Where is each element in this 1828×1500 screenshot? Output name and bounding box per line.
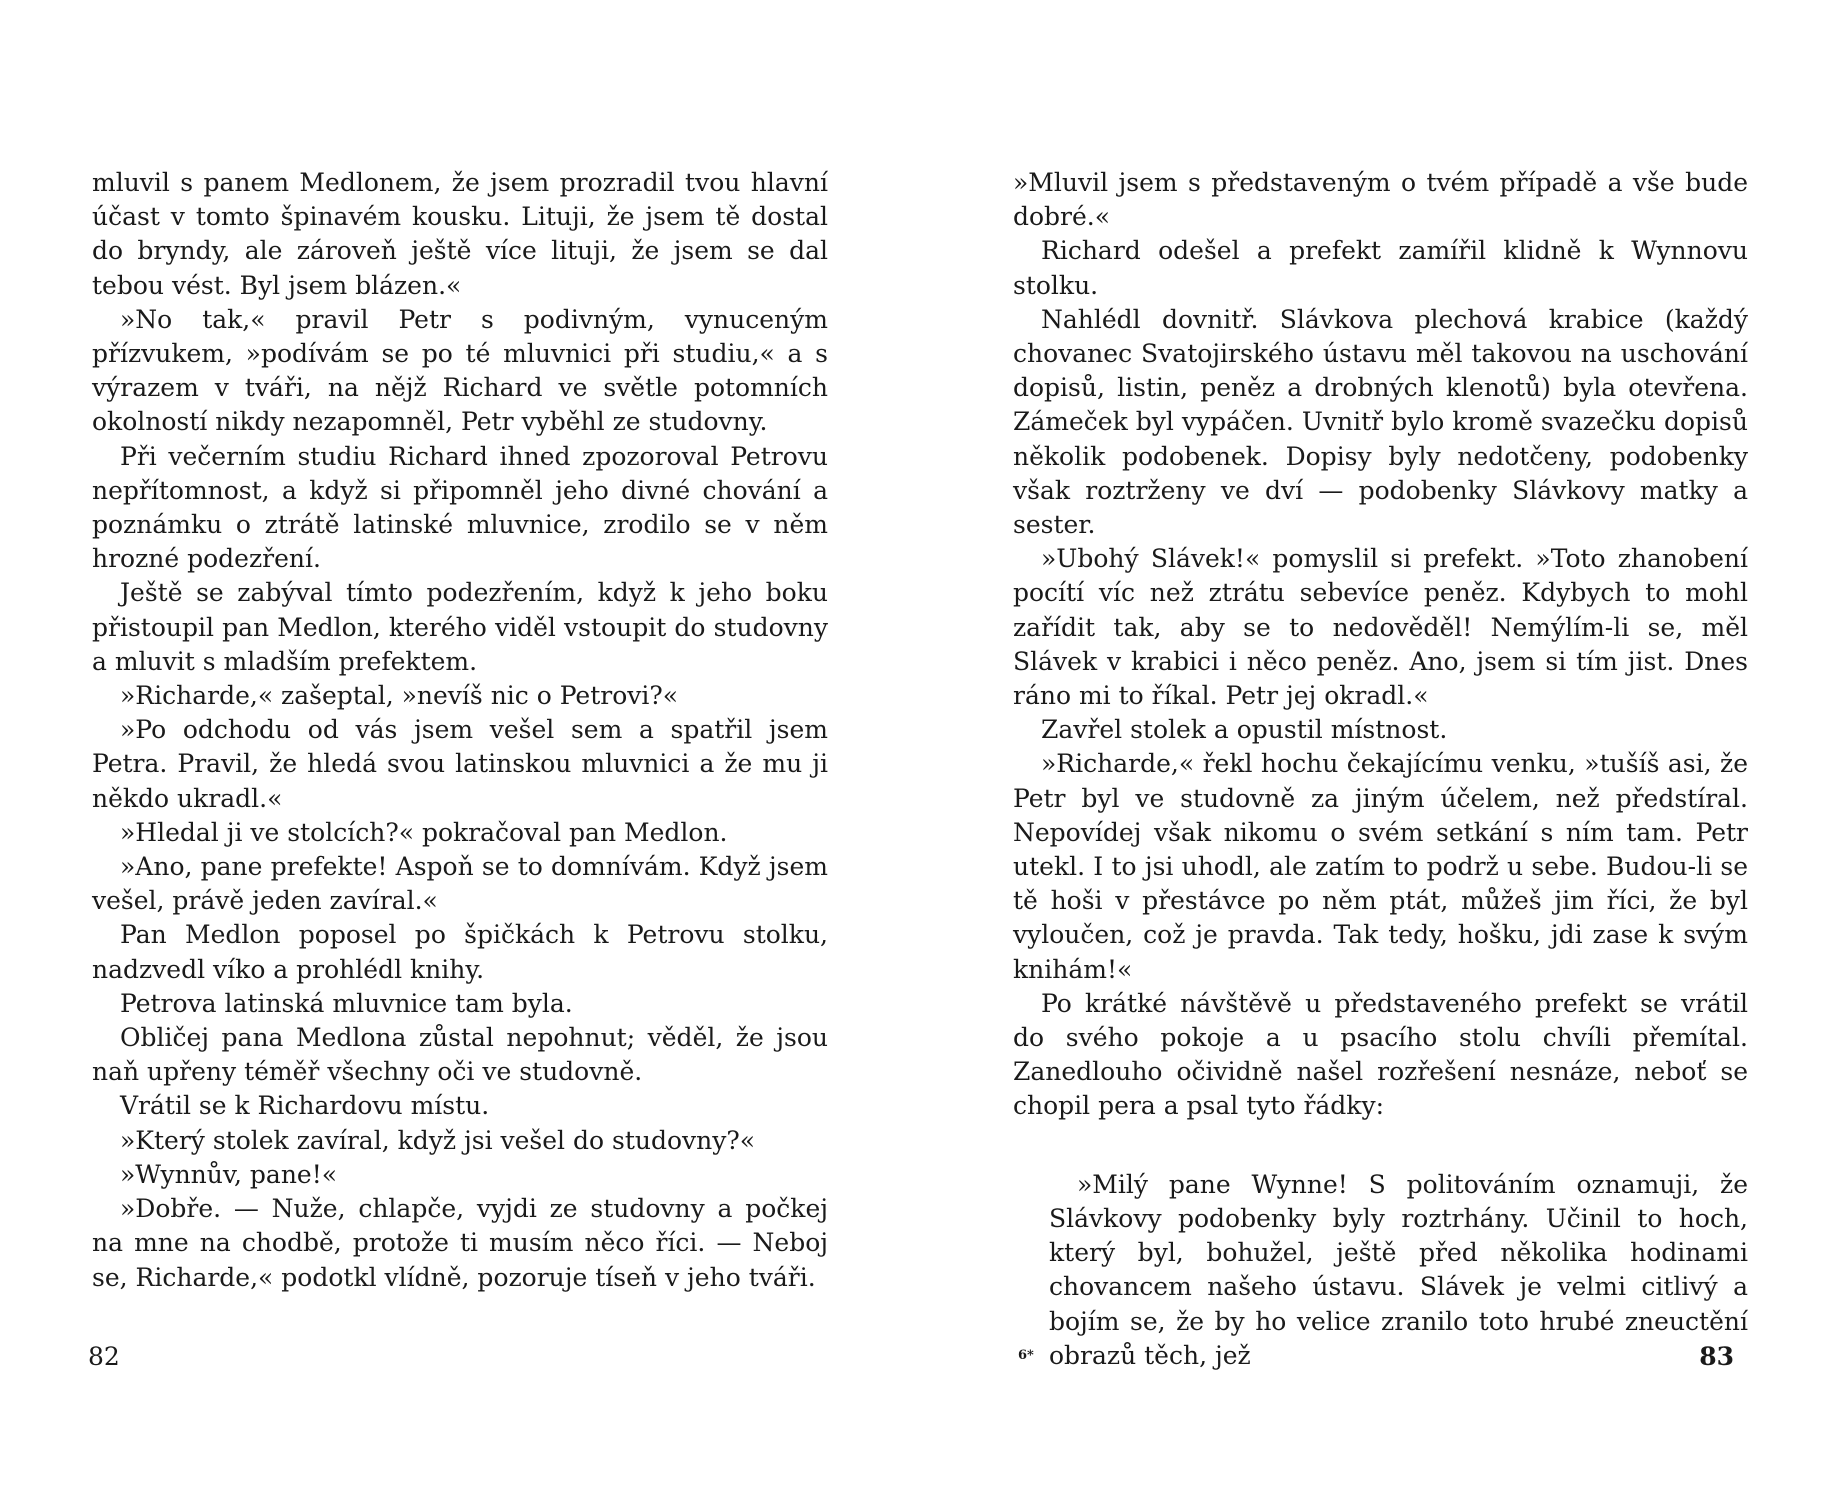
left-page-text bbox=[92, 166, 828, 1295]
right-page-text bbox=[1013, 166, 1748, 1373]
paragraph: Pan Medlon poposel po špičkách k Petrovu stolku, nadzvedl víko a prohlédl knihy. bbox=[92, 920, 828, 984]
page-number: 83 bbox=[1699, 1342, 1734, 1371]
paragraph: »Wynnův, pane!« bbox=[120, 1159, 338, 1189]
paragraph: »Po odchodu od vás jsem vešel sem a spatřil jsem Petra. Pravil, že hledá svou latinskou mluvnici a že mu ji někdo ukradl.« bbox=[92, 715, 828, 813]
paragraph: »Richarde,« řekl hochu čekajícímu venku, »tušíš asi, že Petr byl ve studovně za jiným účelem, než předstíral. Nepovídej však nikomu o svém setkání s ním tam. Petr utekl. I to jsi uhodl, ale zatím to podrž u sebe. Budou-li se tě hoši v přestávce po něm ptát, můžeš jim říci, že byl vyloučen, což je pravda. Tak tedy, hošku, jdi zase k svým knihám!« bbox=[1013, 749, 1748, 984]
paragraph: Petrova latinská mluvnice tam byla. bbox=[120, 988, 573, 1018]
paragraph: Po krátké návštěvě u představeného prefekt se vrátil do svého pokoje a u psacího stolu chvíli přemítal. Zanedlouho očividně našel rozřešení nesnáze, neboť se chopil pera a psal tyto řádky: bbox=[1013, 988, 1748, 1121]
paragraph: »No tak,« pravil Petr s podivným, vynuceným přízvukem, »podívám se po té mluvnici při studiu,« a s výrazem v tváři, na nějž Richard ve světle potomních okolností nikdy nezapomněl, Petr vyběhl ze studovny. bbox=[92, 304, 828, 437]
paragraph: »Dobře. — Nuže, chlapče, vyjdi ze studovny a počkej na mne na chodbě, protože ti musím něco říci. — Neboj se, Richarde,« podotkl vlídně, pozoruje tíseň v jeho tváři. bbox=[92, 1194, 828, 1292]
paragraph: »Hledal ji ve stolcích?« pokračoval pan Medlon. bbox=[120, 817, 728, 847]
paragraph: Ještě se zabýval tímto podezřením, když k jeho boku přistoupil pan Medlon, kterého viděl vstoupit do studovny a mluvit s mladším prefektem. bbox=[92, 578, 828, 676]
paragraph: »Ano, pane prefekte! Aspoň se to domnívám. Když jsem vešel, právě jeden zavíral.« bbox=[92, 852, 828, 916]
paragraph: Zavřel stolek a opustil místnost. bbox=[1041, 715, 1448, 745]
right-page bbox=[914, 0, 1828, 1500]
paragraph: »Richarde,« zašeptal, »nevíš nic o Petrovi?« bbox=[120, 681, 679, 711]
paragraph: Nahlédl dovnitř. Slávkova plechová krabice (každý chovanec Svatojirského ústavu měl takovou na uschování dopisů, listin, peněz a drobných klenotů) byla otevřena. Zámeček byl vypáčen. Uvnitř bylo kromě svazečku dopisů několik podobenek. Dopisy byly nedotčeny, podobenky však roztrženy ve dví — podobenky Slávkovy matky a sester. bbox=[1013, 304, 1748, 540]
signature-mark: 6* bbox=[1018, 1348, 1034, 1363]
paragraph: »Který stolek zavíral, když jsi vešel do studovny?« bbox=[120, 1125, 756, 1155]
paragraph: Obličej pana Medlona zůstal nepohnut; věděl, že jsou naň upřeny téměř všechny oči ve studovně. bbox=[92, 1023, 828, 1087]
paragraph: Richard odešel a prefekt zamířil klidně k Wynnovu stolku. bbox=[1013, 236, 1748, 300]
page-number: 82 bbox=[88, 1342, 120, 1371]
paragraph: Vrátil se k Richardovu místu. bbox=[120, 1091, 490, 1121]
paragraph: Při večerním studiu Richard ihned zpozoroval Petrovu nepřítomnost, a když si připomněl jeho divné chování a poznámku o ztrátě latinské mluvnice, zrodilo se v něm hrozné podezření. bbox=[92, 441, 828, 574]
paragraph: »Ubohý Slávek!« pomyslil si prefekt. »Toto zhanobení pocítí víc než ztrátu sebevíce peněz. Kdybych to mohl zařídit tak, aby se to nedověděl! Nemýlím-li se, měl Slávek v krabici i něco peněz. Ano, jsem si tím jist. Dnes ráno mi to říkal. Petr jej okradl.« bbox=[1013, 544, 1748, 711]
paragraph: »Mluvil jsem s představeným o tvém případě a vše bude dobré.« bbox=[1013, 168, 1748, 232]
paragraph: mluvil s panem Medlonem, že jsem prozradil tvou hlavní účast v tomto špinavém kousku. Lituji, že jsem tě dostal do bryndy, ale zároveň ještě více lituji, že jsem se dal tebou vést. Byl jsem blázen.« bbox=[92, 168, 828, 300]
letter-text: »Milý pane Wynne! S politováním oznamuji, že Slávkovy podobenky byly roztrhány. Učinil to hoch, který byl, bohužel, ještě před několika hodinami chovancem našeho ústavu. Slávek je velmi citlivý a bojím se, že by ho velice zranilo toto hrubé zneuctění obrazů těch, jež bbox=[1049, 1169, 1748, 1370]
